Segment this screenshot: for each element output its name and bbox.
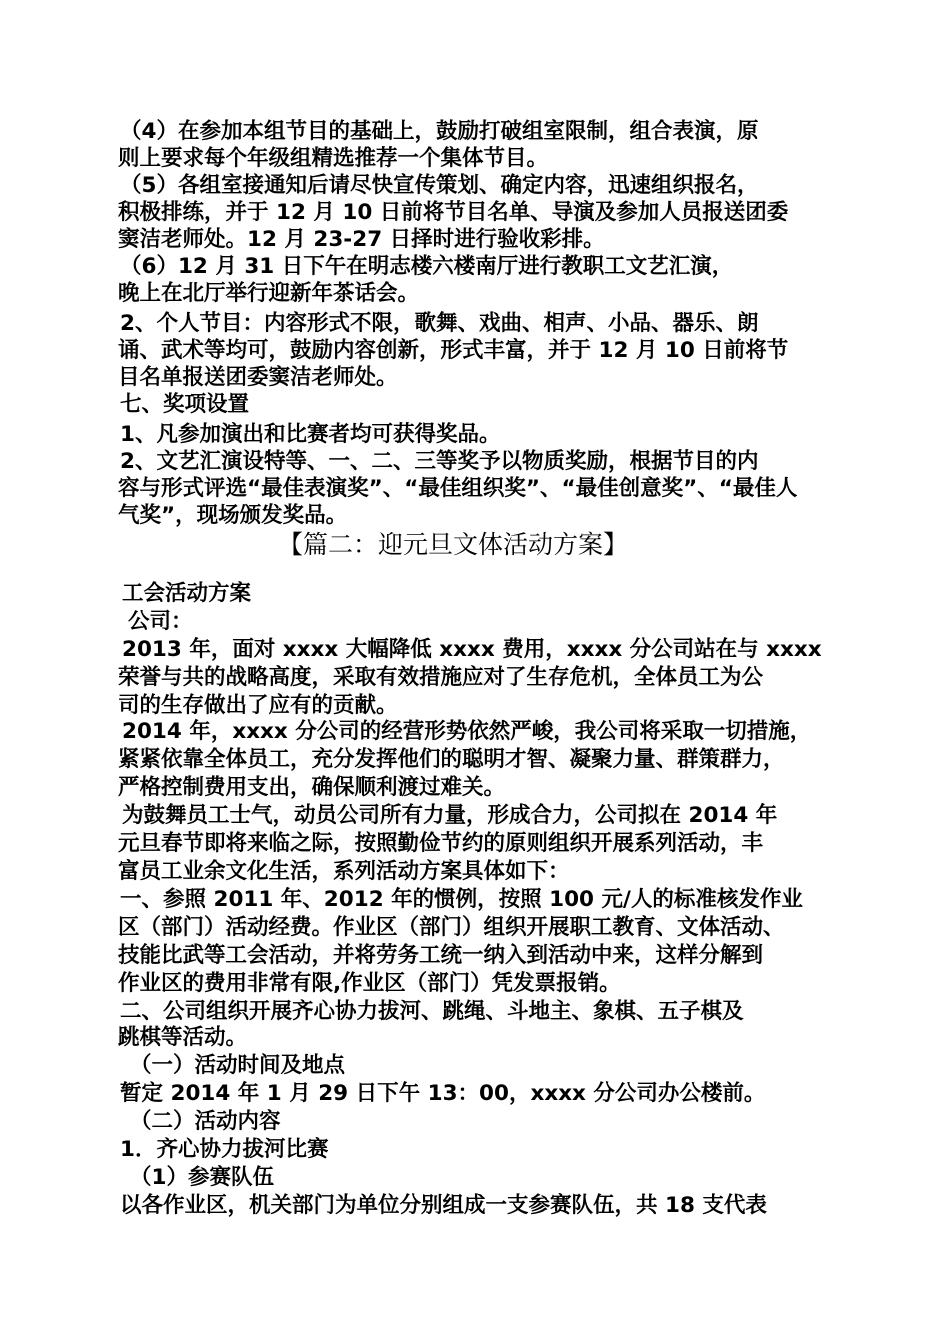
text-line: （4）在参加本组节目的基础上，鼓励打破组室限制，组合表演，原 <box>120 119 759 144</box>
text-line: 目名单报送团委窦洁老师处。 <box>118 365 398 390</box>
text-line: 2、个人节目：内容形式不限，歌舞、戏曲、相声、小品、器乐、朗 <box>120 311 759 336</box>
text-line: 司的生存做出了应有的贡献。 <box>118 693 398 718</box>
part-title: 【篇二：迎元旦文体活动方案】 <box>278 530 629 559</box>
text-line: 严格控制费用支出，确保顺利渡过难关。 <box>118 775 506 800</box>
text-line: 以各作业区，机关部门为单位分别组成一支参赛队伍，共 18 支代表 <box>120 1193 767 1218</box>
text-line: 二、公司组织开展齐心协力拔河、跳绳、斗地主、象棋、五子棋及 <box>120 999 744 1024</box>
text-line: 富员工业余文化生活，系列活动方案具体如下： <box>118 859 570 884</box>
doc-title: 工会活动方案 <box>122 581 252 606</box>
text-line: 1、凡参加演出和比赛者均可获得奖品。 <box>120 422 501 447</box>
subsection-heading: （一）活动时间及地点 <box>130 1053 346 1078</box>
text-line: 容与形式评选“最佳表演奖”、“最佳组织奖”、“最佳创意奖”、“最佳人 <box>118 476 798 501</box>
text-line: 紧紧依靠全体员工，充分发挥他们的聪明才智、凝聚力量、群策群力， <box>118 747 785 772</box>
text-line: 气奖”，现场颁发奖品。 <box>118 503 348 528</box>
text-line: 晚上在北厅举行迎新年茶话会。 <box>118 281 420 306</box>
text-line: 跳棋等活动。 <box>118 1025 248 1050</box>
text-line: 荣誉与共的战略高度，采取有效措施应对了生存危机，全体员工为公 <box>118 665 764 690</box>
text-line: 1．齐心协力拔河比赛 <box>120 1137 329 1162</box>
text-line: 窦洁老师处。12 月 23-27 日择时进行验收彩排。 <box>118 227 605 252</box>
text-line: （6）12 月 31 日下午在明志楼六楼南厅进行教职工文艺汇演， <box>120 254 734 279</box>
text-line: （5）各组室接通知后请尽快宣传策划、确定内容，迅速组织报名， <box>120 173 759 198</box>
text-line: 技能比武等工会活动，并将劳务工统一纳入到活动中来，这样分解到 <box>118 943 764 968</box>
text-line: 2014 年，xxxx 分公司的经营形势依然严峻，我公司将采取一切措施， <box>122 719 812 744</box>
text-line: 2、文艺汇演设特等、一、二、三等奖予以物质奖励，根据节目的内 <box>120 449 759 474</box>
text-line: 2013 年，面对 xxxx 大幅降低 xxxx 费用，xxxx 分公司站在与 xxxx <box>122 637 822 662</box>
text-line: 诵、武术等均可，鼓励内容创新，形式丰富，并于 12 月 10 日前将节 <box>118 338 789 363</box>
text-line: 元旦春节即将来临之际，按照勤俭节约的原则组织开展系列活动，丰 <box>118 831 764 856</box>
text-line: 公司： <box>128 609 193 634</box>
section-heading: 七、奖项设置 <box>120 392 250 417</box>
text-line: 一、参照 2011 年、2012 年的惯例，按照 100 元/人的标准核发作业 <box>120 887 803 912</box>
subsection-heading: （二）活动内容 <box>130 1109 281 1134</box>
text-line: 为鼓舞员工士气，动员公司所有力量，形成合力，公司拟在 2014 年 <box>122 803 778 828</box>
text-line: 区（部门）活动经费。作业区（部门）组织开展职工教育、文体活动、 <box>118 915 785 940</box>
text-line: （1）参赛队伍 <box>130 1165 274 1190</box>
text-line: 作业区的费用非常有限,作业区（部门）凭发票报销。 <box>118 971 621 996</box>
text-line: 暂定 2014 年 1 月 29 日下午 13：00，xxxx 分公司办公楼前。 <box>120 1081 766 1106</box>
text-line: 积极排练，并于 12 月 10 日前将节目名单、导演及参加人员报送团委 <box>118 200 789 225</box>
text-line: 则上要求每个年级组精选推荐一个集体节目。 <box>118 146 549 171</box>
